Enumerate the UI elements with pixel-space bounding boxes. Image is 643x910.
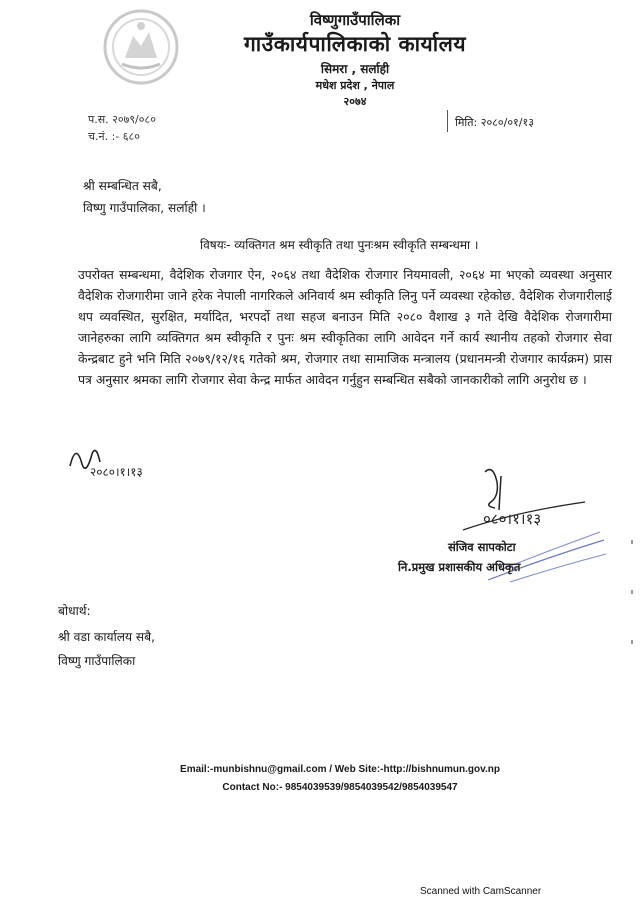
establishment-year: २०७४ xyxy=(343,95,367,108)
left-signature-date: २०८०।१।१३ xyxy=(90,465,143,479)
office-name: गाउँकार्यपालिकाको कार्यालय xyxy=(243,32,467,56)
signer-title: नि.प्रमुख प्रशासकीय अधिकृत xyxy=(398,560,521,574)
cc-label: बोधार्थ: xyxy=(58,604,91,618)
address-line-2: मधेश प्रदेश , नेपाल xyxy=(315,79,395,92)
chalani-number: च.नं. :- ६८० xyxy=(88,130,140,143)
recipient-line-1: श्री सम्बन्धित सबै, xyxy=(83,179,162,193)
scan-edge-marks xyxy=(631,540,633,660)
left-signature xyxy=(66,436,186,484)
officer-signature-date: ०८०।१।१३ xyxy=(483,510,542,528)
letter-date: मिति: २०८०/०१/१३ xyxy=(455,116,534,129)
letter-subject: विषयः- व्यक्तिगत श्रम स्वीकृति तथा पुनःश्रम स्वीकृति सम्बन्धमा । xyxy=(200,238,479,252)
address-line-1: सिमरा , सर्लाही xyxy=(320,62,390,76)
letter-body: उपरोक्त सम्बन्धमा, वैदेशिक रोजगार ऐन, २०६४ तथा वैदेशिक रोजगार नियमावली, २०६४ मा भएको व्यवस्था अनुसार वैदेशिक रोजगारीमा जाने हरेक नेपाली नागरिकले अनिवार्य श्रम स्वीकृति लिनु पर्ने व्यवस्था रहेकोछ. वैदेशिक रोजगारीलाई थप व्यवस्थित, सुरक्षित, मर्यादित, भरपर्दो तथा सहज बनाउन मिति २०८० वैशाख ३ गते देखि वैदेशिक रोजगारीमा जानेहरुका लागि व्यक्तिगत श्रम स्वीकृति र पुनः श्रम स्वीकृतिका लागि आवेदन गर्ने कार्य स्थानीय तहको रोजगार सेवा केन्द्रबाट हुने भनि मिति २०७९/१२/१६ गतेको श्रम, रोजगार तथा सामाजिक मन्त्रालय (प्रधानमन्त्री रोजगार कार्यक्रम) प्रास पत्र अनुसार श्रमका लागि रोजगार सेवा केन्द्र मार्फत आवेदन गर्नुहुन सम्बन्धित सबैको जानकारीको लागि अनुरोध छ । xyxy=(78,267,612,387)
cc-line-2: विष्णु गाउँपालिका xyxy=(58,654,136,668)
recipient-line-2: विष्णु गाउँपालिका, सर्लाही । xyxy=(83,201,206,215)
signer-name: संजिव सापकोटा xyxy=(448,540,516,554)
camscanner-watermark: Scanned with CamScanner xyxy=(420,886,542,897)
footer-email-website: Email:-munbishnu@gmail.com / Web Site:-http://bishnumun.gov.np xyxy=(180,764,500,775)
cc-line-1: श्री वडा कार्यालय सबै, xyxy=(58,630,156,644)
patra-sankhya: प.स. २०७९/०८० xyxy=(88,113,156,126)
municipality-name: विष्णुगाउँपालिका xyxy=(309,11,401,29)
footer-contact-numbers: Contact No:- 9854039539/9854039542/9854039547 xyxy=(222,782,458,793)
